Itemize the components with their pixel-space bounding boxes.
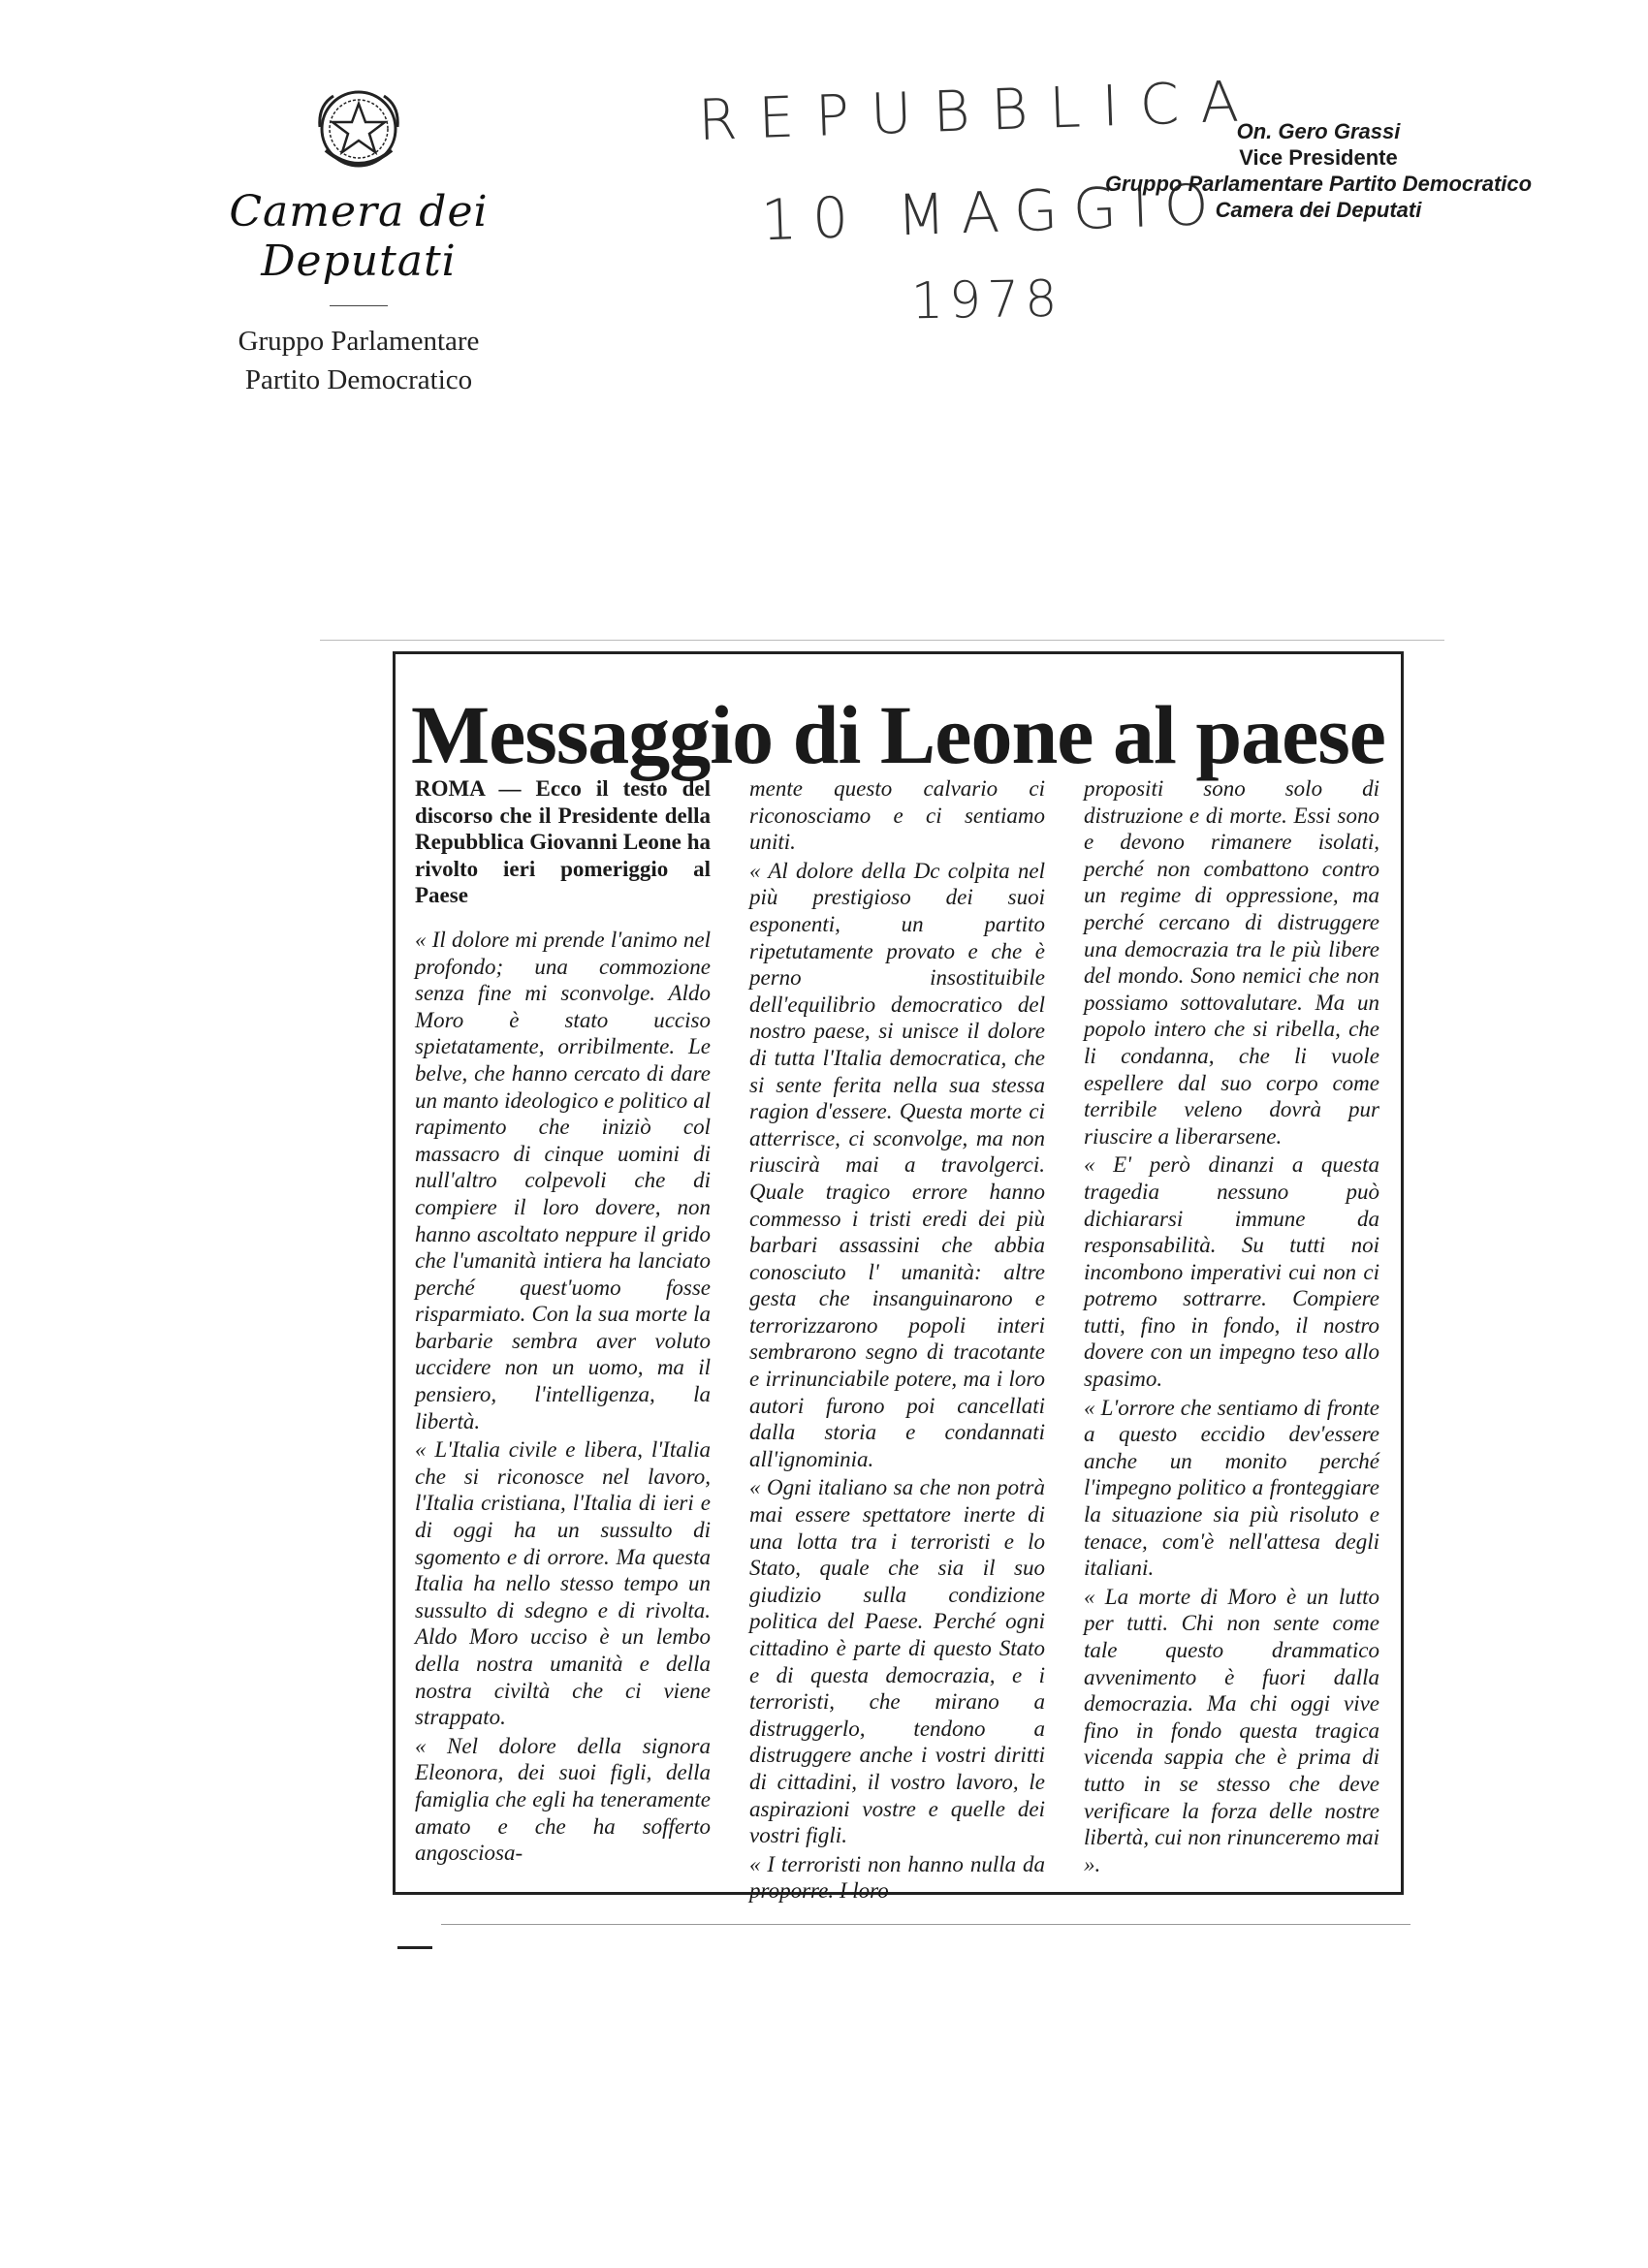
newspaper-clipping <box>393 651 1404 1904</box>
deputy-block <box>1066 118 1570 223</box>
handwritten-year: 1978 <box>910 269 1063 331</box>
deputy-group: Gruppo Parlamentare Partito Democratico <box>1104 172 1533 196</box>
deputy-role: Vice Presidente <box>1239 145 1398 170</box>
article-column-2 <box>749 775 1045 1906</box>
paragraph: mente questo calvario ci riconosciamo e ci sentiamo uniti. <box>749 776 1045 855</box>
deputy-chamber: Camera dei Deputati <box>1215 198 1422 222</box>
deputy-name: On. Gero Grassi <box>1236 119 1401 143</box>
handwritten-date: 10 MAGGIO <box>759 171 1225 254</box>
article-lead: ROMA — Ecco il testo del discorso che il Presidente della Repubblica Giovanni Leone ha rivolto ieri pomeriggio al Paese <box>415 776 711 908</box>
handwritten-source: REPUBBLICA <box>696 67 1261 154</box>
article-column-1 <box>415 775 711 1869</box>
paragraph: « Ogni italiano sa che non potrà mai essere spettatore inerte di una lotta tra i terroristi e lo Stato, quale che sia il suo giudizio sulla condizione politica del Paese. Perché ogni cittadino è parte di questo Stato e di questa democrazia, e i terroristi, che mirano a distruggerlo, tendono a distruggere anche i vostri diritti di cittadini, il vostro lavoro, le aspirazioni vostre e quelle dei vostri figli. <box>749 1475 1045 1848</box>
group-line-1: Gruppo Parlamentare <box>238 326 480 357</box>
headline: Messaggio di Leone al paese <box>411 688 1385 781</box>
letterhead <box>155 82 562 399</box>
paragraph: « Il dolore mi prende l'animo nel profondo; una commozione senza fine mi sconvolge. Aldo Moro è stato ucciso spietatamente, orribilmente. Le belve, che hanno cercato di dare un manto ideologico e politico al rapimento che iniziò col massacro di cinque uomini di null'altro colpevoli che di compiere il loro dovere, non hanno ascoltato neppure il grido che l'umanità intiera ha lanciato perché quest'uomo fosse risparmiato. Con la sua morte la barbarie sembra aver voluto uccidere non un uomo, ma il pensiero, l'intelligenza, la libertà. <box>415 927 711 1433</box>
italian-republic-emblem-icon <box>310 82 407 179</box>
paragraph: « L'orrore che sentiamo di fronte a questo eccidio dev'essere anche un monito perché l'impegno politico a fronteggiare la situazione sia più risoluto e tenace, com'è nell'attesa degli italiani. <box>1084 1395 1379 1581</box>
paragraph: « La morte di Moro è un lutto per tutti. Chi non sente come tale questo drammatico avvenimento è fuori dalla democrazia. Ma chi oggi vive fino in fondo questa tragica vicenda sappia che è prima di tutto in se stesso che deve verificare la forza delle nostre libertà, cui non rinunceremo mai ». <box>1084 1584 1379 1876</box>
paragraph: « Nel dolore della signora Eleonora, dei suoi figli, della famiglia che egli ha teneramente amato e che ha sofferto angosciosa- <box>415 1733 711 1866</box>
paragraph: « L'Italia civile e libera, l'Italia che si riconosce nel lavoro, l'Italia cristiana, l'Italia di ieri e di oggi ha un sussulto di sgomento e di orrore. Ma questa Italia ha nello stesso tempo un sussulto di sdegno e di rivolta. Aldo Moro ucciso è un lembo della nostra umanità e della nostra civiltà che ci viene strappato. <box>415 1437 711 1730</box>
chamber-name: Camera dei Deputati <box>229 187 489 286</box>
dash-mark <box>397 1946 432 1949</box>
article-column-3 <box>1084 775 1379 1879</box>
handwritten-annotation <box>679 67 1261 339</box>
letterhead-divider <box>330 305 388 306</box>
paragraph: « E' però dinanzi a questa tragedia nessuno può dichiararsi immune da responsabilità. Su tutti noi incombono imperativi cui non ci potremo sottrarre. Compiere tutti, fino in fondo, il nostro dovere con un impegno teso allo spasimo. <box>1084 1152 1379 1392</box>
paragraph: propositi sono solo di distruzione e di morte. Essi sono e devono rimanere isolati, perché non combattono contro un regime di oppressione, ma perché cercano di distruggere una democrazia tra le più libere del mondo. Sono nemici che non possiamo sottovalutare. Ma un popolo intero che si ribella, che li condanna, che li vuole espellere dal suo corpo come terribile veleno dovrà pur riuscire a liberarsene. <box>1084 776 1379 1149</box>
bottom-rule <box>441 1924 1410 1925</box>
clipping-edge <box>320 640 1444 641</box>
paragraph: « I terroristi non hanno nulla da proporre. I loro <box>749 1851 1045 1904</box>
paragraph: « Al dolore della Dc colpita nel più prestigioso dei suoi esponenti, un partito ripetutamente provato e che è perno insostituibile dell'equilibrio democratico del nostro paese, si unisce il dolore di tutta l'Italia democratica, che si sente ferita nella sua stessa ragion d'essere. Questa morte ci atterrisce, ci sconvolge, ma non riuscirà mai a travolgerci. Quale tragico errore hanno commesso i tristi eredi dei più barbari assassini che abbia conosciuto l' umanità: altre gesta che insanguinarono e terrorizzarono popoli interi sembrarono segno di tracotante e irrinunciabile potere, ma i loro autori furono poi cancellati dalla storia e condannati all'ignominia. <box>749 858 1045 1471</box>
group-line-2: Partito Democratico <box>244 364 473 395</box>
